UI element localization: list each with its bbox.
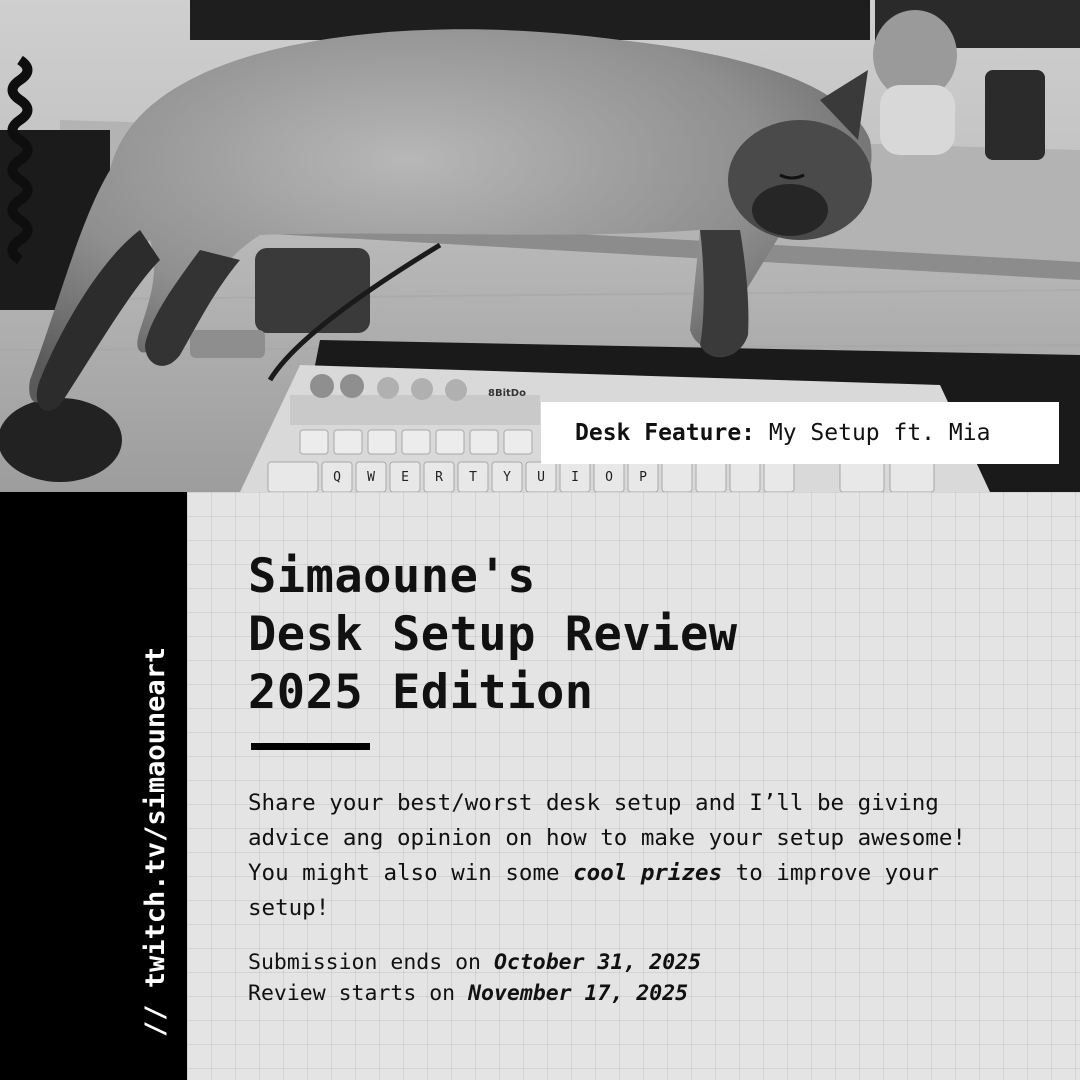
submission-deadline: [248, 947, 701, 978]
review-label: Review starts on: [248, 981, 469, 1006]
key-y: Y: [503, 470, 511, 485]
review-date: November 17, 2025: [468, 981, 689, 1006]
title-line-3: 2025 Edition: [248, 665, 594, 720]
key-i: I: [571, 470, 579, 485]
key-e: E: [401, 470, 409, 485]
cat-desk-photo: [0, 0, 1080, 492]
key-t: T: [469, 470, 477, 485]
key-u: U: [537, 470, 545, 485]
key-p: P: [639, 470, 647, 485]
key-w: W: [367, 470, 375, 485]
key-o: O: [605, 470, 613, 485]
desk-feature-tag: [541, 402, 1059, 464]
page-title: [248, 548, 738, 722]
content-panel: [187, 492, 1080, 1080]
description-part-1: Share your best/worst desk setup and I’ll be giving advice ang opinion on how to make your setup awesome! You might also win some: [248, 790, 966, 886]
description: [248, 786, 1008, 926]
submission-label: Submission ends on: [248, 950, 494, 975]
key-q: Q: [333, 470, 341, 485]
description-emphasis: cool prizes: [573, 860, 723, 886]
desk-feature-label: Desk Feature:: [575, 420, 756, 446]
title-line-2: Desk Setup Review: [248, 607, 738, 662]
desk-feature-text: My Setup ft. Mia: [755, 420, 991, 446]
twitch-handle: // twitch.tv/simaouneart: [140, 646, 171, 1037]
keyboard-brand: 8BitDo: [488, 388, 526, 399]
title-underline: [251, 743, 370, 750]
key-r: R: [435, 470, 443, 485]
title-line-1: Simaoune's: [248, 549, 536, 604]
schedule: [248, 947, 701, 1009]
submission-date: October 31, 2025: [493, 950, 702, 975]
review-start: [248, 978, 701, 1009]
description-part-2: to improve your setup!: [248, 860, 939, 921]
